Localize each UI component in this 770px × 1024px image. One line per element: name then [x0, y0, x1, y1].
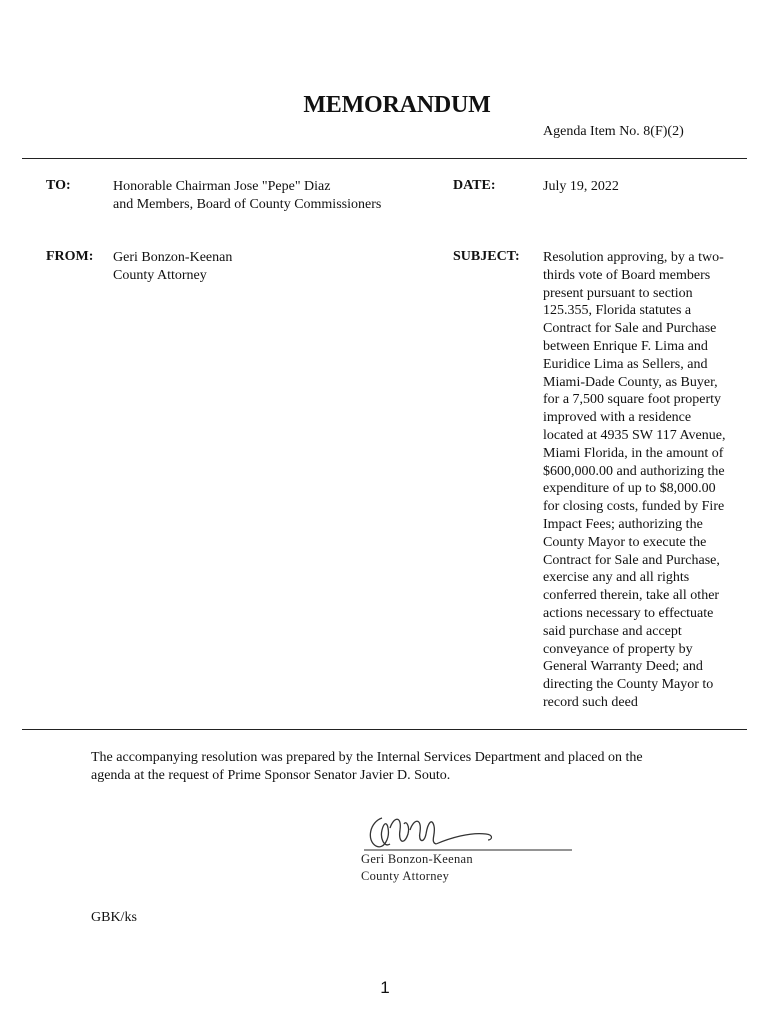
subject-label: SUBJECT:: [453, 249, 520, 264]
date-value: July 19, 2022: [543, 179, 619, 194]
from-line-2: County Attorney: [113, 267, 207, 283]
subject-line: for closing costs, funded by Fire: [543, 499, 725, 515]
subject-line: record such deed: [543, 694, 638, 710]
subject-line: located at 4935 SW 117 Avenue,: [543, 427, 726, 443]
subject-line: Contract for Sale and Purchase: [543, 321, 717, 337]
to-line-1: Honorable Chairman Jose "Pepe" Diaz: [113, 179, 331, 194]
subject-line: for a 7,500 square foot property: [543, 392, 722, 408]
subject-line: exercise any and all rights: [543, 570, 690, 586]
page-number: 1: [380, 978, 390, 997]
body-line-2: agenda at the request of Prime Sponsor Senator Javier D. Souto.: [91, 768, 451, 783]
bottom-divider: [22, 729, 747, 730]
to-line-2: and Members, Board of County Commissioners: [113, 196, 382, 212]
from-label: FROM:: [46, 249, 94, 264]
from-line-1: Geri Bonzon-Keenan: [113, 250, 233, 265]
top-divider: [22, 158, 747, 159]
subject-text: [543, 249, 748, 712]
subject-line: Resolution approving, by a two-: [543, 250, 724, 265]
from-sender: [113, 249, 232, 284]
subject-line: actions necessary to effectuate: [543, 605, 714, 621]
subject-line: Miami Florida, in the amount of: [543, 445, 724, 461]
subject-line: between Enrique F. Lima and: [543, 338, 708, 354]
subject-line: $600,000.00 and authorizing the: [543, 463, 725, 479]
signature-block: [361, 851, 473, 885]
subject-line: conveyance of property by: [543, 641, 693, 657]
subject-line: General Warranty Deed; and: [543, 659, 703, 675]
body-line-1: The accompanying resolution was prepared by the Internal Services Department and placed on the: [91, 750, 643, 765]
subject-line: thirds vote of Board members: [543, 267, 711, 283]
subject-line: 125.355, Florida statutes a: [543, 303, 692, 319]
subject-line: expenditure of up to $8,000.00: [543, 481, 716, 497]
subject-line: County Mayor to execute the: [543, 534, 707, 550]
body-paragraph: [91, 749, 711, 785]
subject-line: present pursuant to section: [543, 285, 693, 301]
subject-line: Contract for Sale and Purchase,: [543, 552, 720, 568]
to-label: TO:: [46, 178, 71, 193]
subject-line: Miami-Dade County, as Buyer,: [543, 374, 718, 390]
date-label: DATE:: [453, 178, 496, 193]
subject-line: said purchase and accept: [543, 623, 682, 639]
subject-line: conferred therein, take all other: [543, 588, 720, 604]
typist-initials: GBK/ks: [91, 910, 137, 925]
signature-name: Geri Bonzon-Keenan: [361, 852, 473, 866]
subject-line: improved with a residence: [543, 410, 692, 426]
subject-line: Impact Fees; authorizing the: [543, 516, 703, 532]
agenda-item-number: Agenda Item No. 8(F)(2): [543, 124, 684, 139]
signature-title: County Attorney: [361, 869, 450, 883]
subject-line: Euridice Lima as Sellers, and: [543, 356, 708, 372]
subject-line: directing the County Mayor to: [543, 677, 714, 693]
to-recipient: [113, 178, 381, 213]
memo-title: MEMORANDUM: [303, 92, 491, 118]
